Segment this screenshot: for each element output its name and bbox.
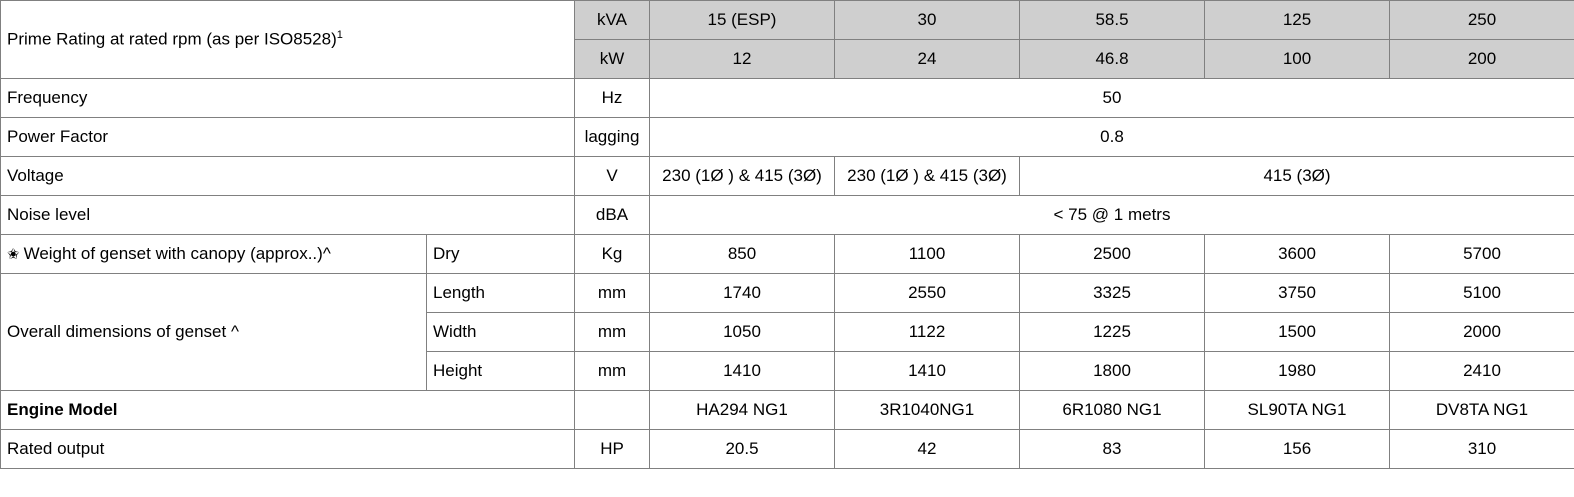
row-label-voltage: Voltage bbox=[1, 157, 575, 196]
sub-label-weight-dry: Dry bbox=[427, 235, 575, 274]
value-weight-250: 5700 bbox=[1390, 235, 1574, 274]
unit-cell-noise-level: dBA bbox=[575, 196, 650, 235]
value-voltage-15: 230 (1Ø ) & 415 (3Ø) bbox=[650, 157, 835, 196]
value-kw-200: 200 bbox=[1390, 40, 1574, 79]
sub-label-height: Height bbox=[427, 352, 575, 391]
row-label-prime-rating bbox=[1, 1, 575, 79]
unit-cell-height: mm bbox=[575, 352, 650, 391]
value-engine-model-58-5: 6R1080 NG1 bbox=[1020, 391, 1205, 430]
value-height-125: 1980 bbox=[1205, 352, 1390, 391]
prime-rating-footnote-marker: 1 bbox=[336, 29, 343, 42]
value-rated-output-58-5: 83 bbox=[1020, 430, 1205, 469]
row-label-rated-output: Rated output bbox=[1, 430, 575, 469]
row-label-dimensions: Overall dimensions of genset ^ bbox=[1, 274, 427, 391]
value-kw-100: 100 bbox=[1205, 40, 1390, 79]
value-weight-58-5: 2500 bbox=[1020, 235, 1205, 274]
value-voltage-30: 230 (1Ø ) & 415 (3Ø) bbox=[835, 157, 1020, 196]
unit-cell-weight: Kg bbox=[575, 235, 650, 274]
table-row-rated-output bbox=[1, 430, 1574, 469]
row-label-frequency: Frequency bbox=[1, 79, 575, 118]
unit-cell-frequency: Hz bbox=[575, 79, 650, 118]
value-length-250: 5100 bbox=[1390, 274, 1574, 313]
unit-cell-length: mm bbox=[575, 274, 650, 313]
value-height-15: 1410 bbox=[650, 352, 835, 391]
value-voltage-rest: 415 (3Ø) bbox=[1020, 157, 1574, 196]
value-rated-output-15: 20.5 bbox=[650, 430, 835, 469]
unit-cell-voltage: V bbox=[575, 157, 650, 196]
sun-icon: ✬ bbox=[7, 246, 20, 264]
value-rated-output-125: 156 bbox=[1205, 430, 1390, 469]
value-length-15: 1740 bbox=[650, 274, 835, 313]
value-weight-30: 1100 bbox=[835, 235, 1020, 274]
value-length-125: 3750 bbox=[1205, 274, 1390, 313]
value-engine-model-15: HA294 NG1 bbox=[650, 391, 835, 430]
value-kw-46-8: 46.8 bbox=[1020, 40, 1205, 79]
value-weight-15: 850 bbox=[650, 235, 835, 274]
table-row-engine-model bbox=[1, 391, 1574, 430]
table-row-prime-rating-kva bbox=[1, 1, 1574, 40]
value-kva-58-5: 58.5 bbox=[1020, 1, 1205, 40]
table-row-noise-level bbox=[1, 196, 1574, 235]
sub-label-width: Width bbox=[427, 313, 575, 352]
value-kva-250: 250 bbox=[1390, 1, 1574, 40]
value-width-250: 2000 bbox=[1390, 313, 1574, 352]
table-row-voltage bbox=[1, 157, 1574, 196]
value-width-125: 1500 bbox=[1205, 313, 1390, 352]
unit-cell-kw: kW bbox=[575, 40, 650, 79]
value-power-factor: 0.8 bbox=[650, 118, 1574, 157]
prime-rating-label-text: Prime Rating at rated rpm (as per ISO8528) bbox=[7, 30, 337, 50]
sub-label-length: Length bbox=[427, 274, 575, 313]
value-rated-output-250: 310 bbox=[1390, 430, 1574, 469]
table-row-frequency bbox=[1, 79, 1574, 118]
value-engine-model-250: DV8TA NG1 bbox=[1390, 391, 1574, 430]
value-kva-15: 15 (ESP) bbox=[650, 1, 835, 40]
value-height-30: 1410 bbox=[835, 352, 1020, 391]
value-kw-24: 24 bbox=[835, 40, 1020, 79]
value-engine-model-125: SL90TA NG1 bbox=[1205, 391, 1390, 430]
unit-cell-engine-model bbox=[575, 391, 650, 430]
row-label-noise-level: Noise level bbox=[1, 196, 575, 235]
unit-cell-kva: kVA bbox=[575, 1, 650, 40]
value-engine-model-30: 3R1040NG1 bbox=[835, 391, 1020, 430]
value-noise-level: < 75 @ 1 metrs bbox=[650, 196, 1574, 235]
value-weight-125: 3600 bbox=[1205, 235, 1390, 274]
weight-label-text: Weight of genset with canopy (approx..)^ bbox=[23, 244, 331, 264]
row-label-power-factor: Power Factor bbox=[1, 118, 575, 157]
value-width-58-5: 1225 bbox=[1020, 313, 1205, 352]
value-kw-12: 12 bbox=[650, 40, 835, 79]
value-length-30: 2550 bbox=[835, 274, 1020, 313]
table-row-weight-dry bbox=[1, 235, 1574, 274]
value-length-58-5: 3325 bbox=[1020, 274, 1205, 313]
table-row-dimension-length bbox=[1, 274, 1574, 313]
value-width-30: 1122 bbox=[835, 313, 1020, 352]
value-rated-output-30: 42 bbox=[835, 430, 1020, 469]
value-width-15: 1050 bbox=[650, 313, 835, 352]
value-height-250: 2410 bbox=[1390, 352, 1574, 391]
value-kva-30: 30 bbox=[835, 1, 1020, 40]
row-label-weight bbox=[1, 235, 427, 274]
value-frequency: 50 bbox=[650, 79, 1574, 118]
value-kva-125: 125 bbox=[1205, 1, 1390, 40]
unit-cell-power-factor: lagging bbox=[575, 118, 650, 157]
table-row-power-factor bbox=[1, 118, 1574, 157]
unit-cell-width: mm bbox=[575, 313, 650, 352]
row-label-engine-model: Engine Model bbox=[1, 391, 575, 430]
value-height-58-5: 1800 bbox=[1020, 352, 1205, 391]
unit-cell-rated-output: HP bbox=[575, 430, 650, 469]
